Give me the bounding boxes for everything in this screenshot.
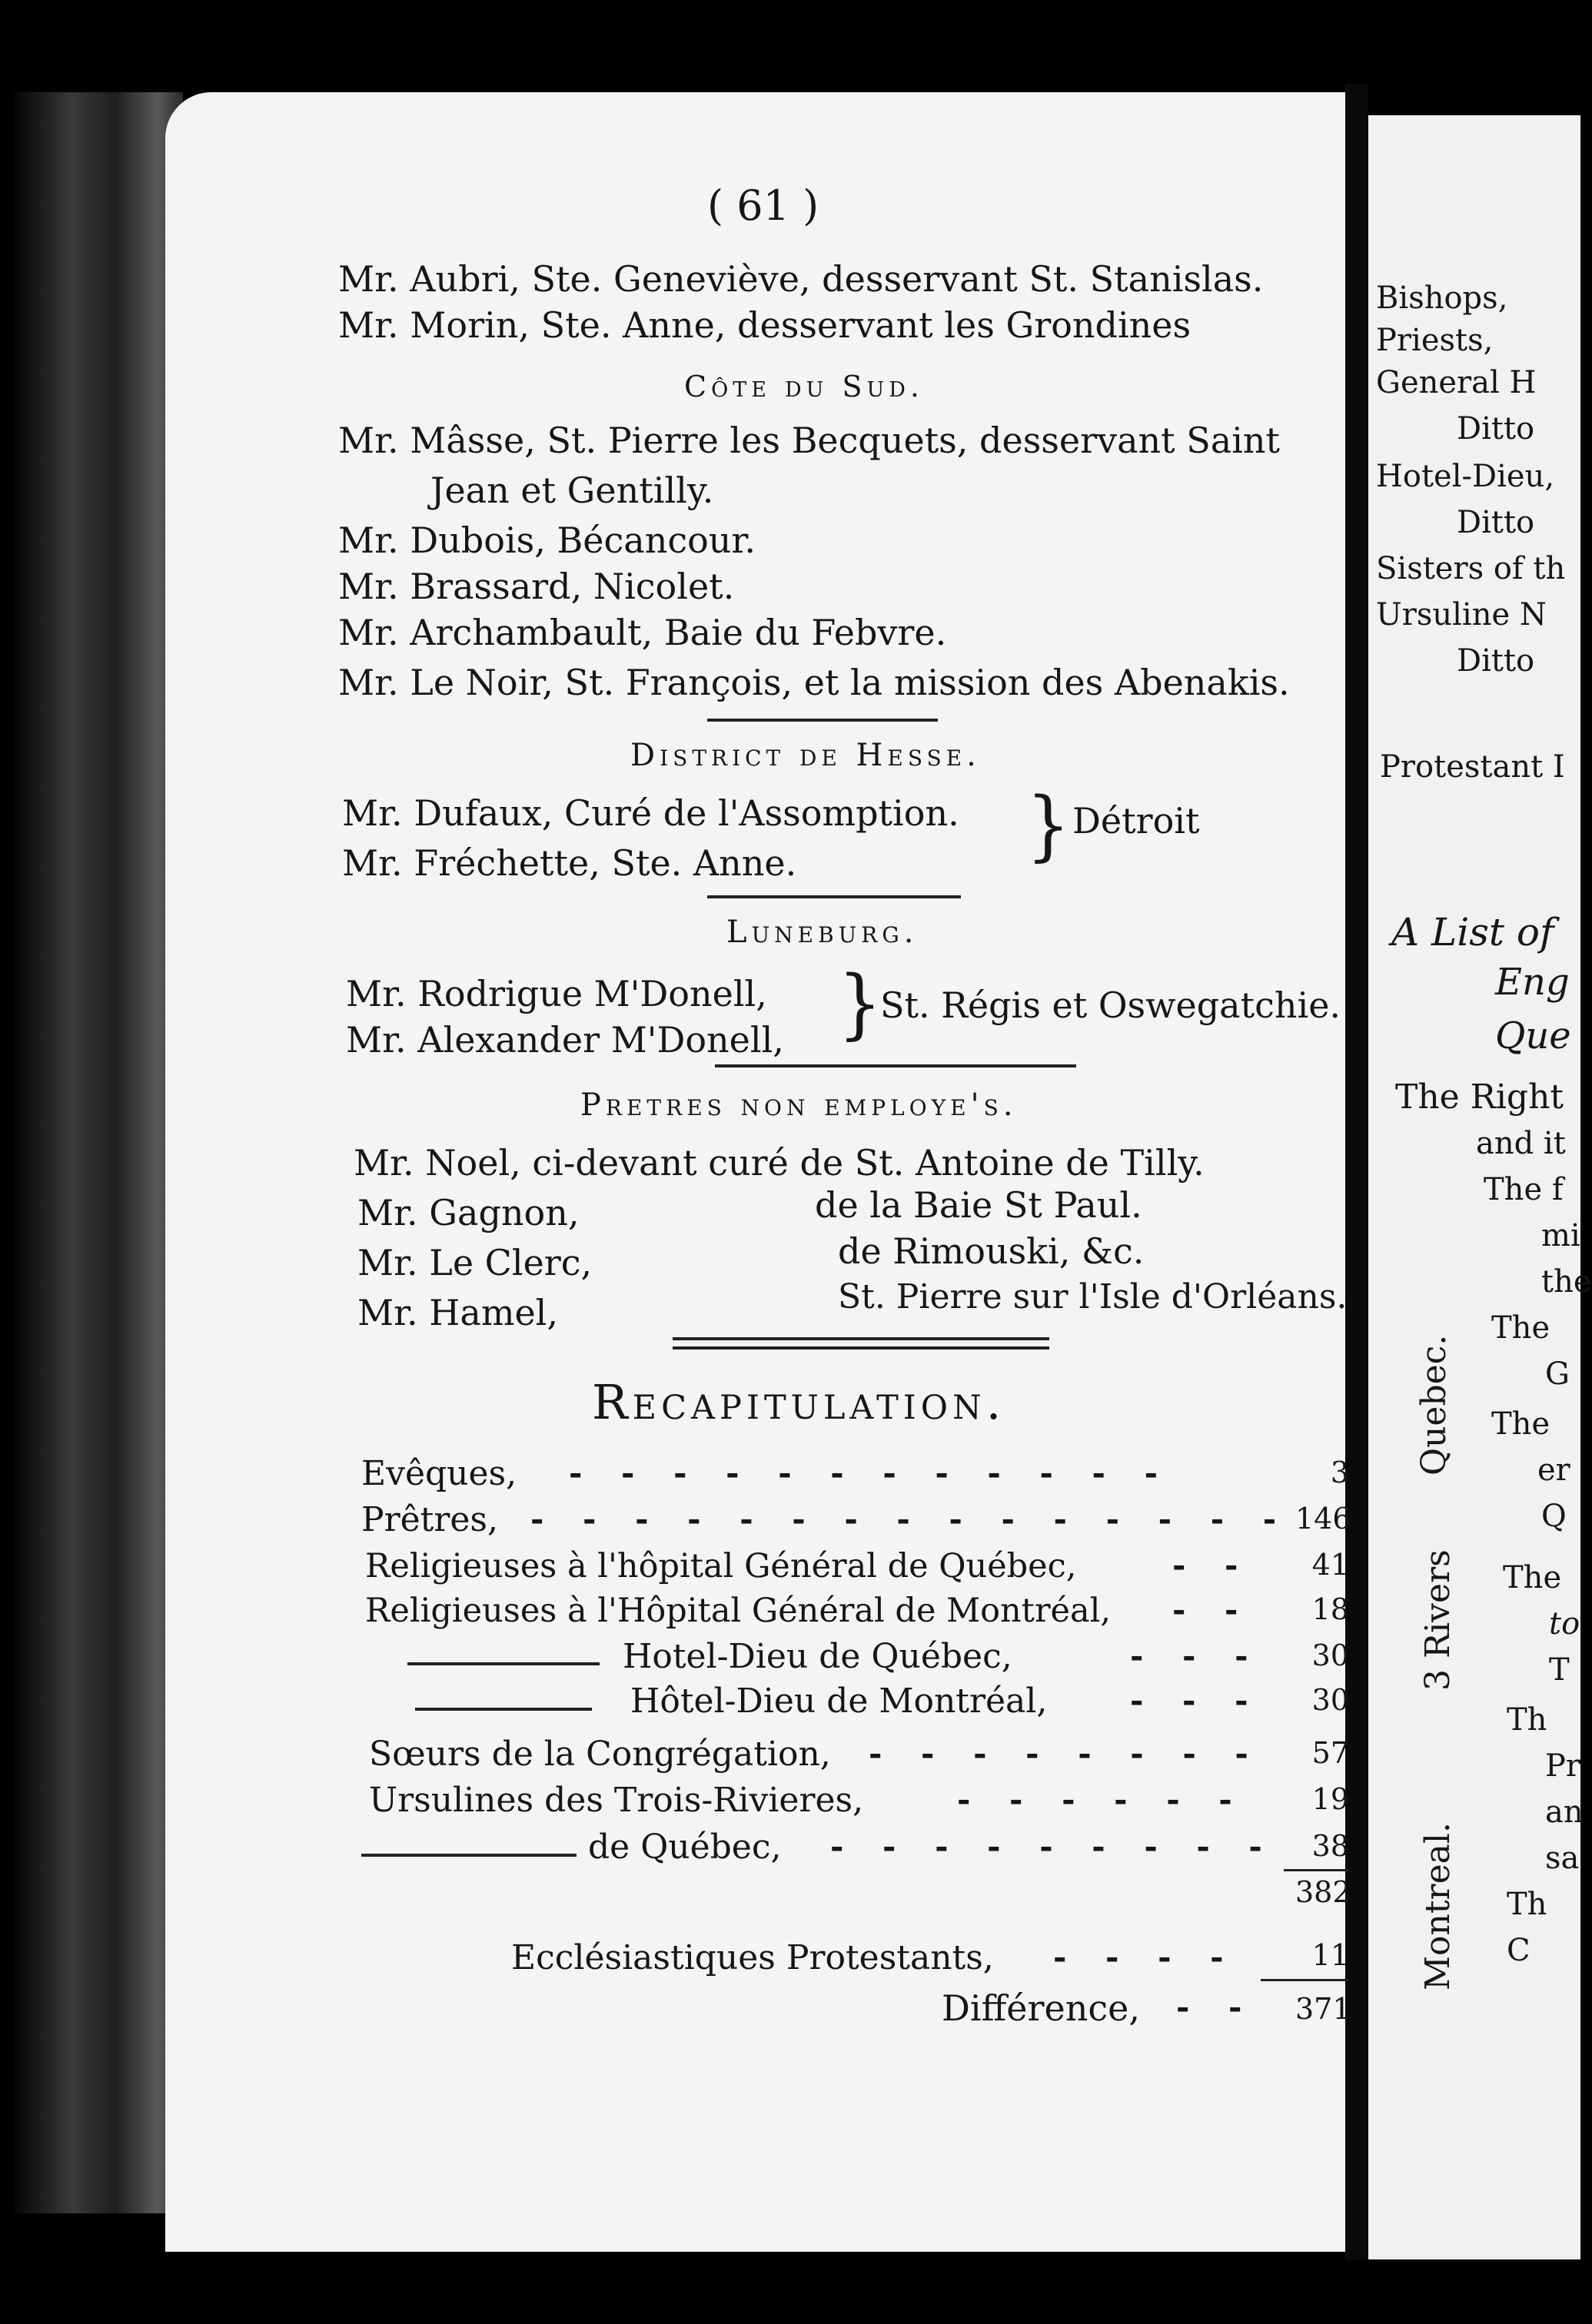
rp-line-7: Ursuline N <box>1376 597 1547 632</box>
heading-district-hesse: District de Hesse. <box>630 738 981 773</box>
rp-line-2: General H <box>1376 365 1537 400</box>
rp-m-5: C <box>1507 1933 1531 1968</box>
recap-label-5: Hôtel-Dieu de Montréal, <box>630 1682 1048 1721</box>
brace-icon: } <box>838 959 882 1049</box>
rp-line-0: Bishops, <box>1376 281 1508 316</box>
heading-luneburg: Luneburg. <box>726 915 919 950</box>
recap-value-5: 30 <box>1311 1683 1349 1717</box>
page-number: ( 61 ) <box>707 181 819 230</box>
sum-rule <box>1284 1869 1349 1871</box>
rp-line-5: Ditto <box>1457 505 1535 540</box>
rp-m-1: Pr <box>1545 1748 1581 1784</box>
recap-label-3: Religieuses à l'Hôpital Général de Montréal, <box>365 1592 1112 1630</box>
entry-le-noir: Mr. Le Noir, St. François, et la mission des Abenakis. <box>338 662 1290 703</box>
rp-line-8: Ditto <box>1457 643 1535 679</box>
recap-value-3: 18 <box>1311 1592 1349 1626</box>
rp-list-title-1: A List of <box>1391 910 1554 954</box>
difference-label: Différence, <box>942 1987 1140 2029</box>
ditto-rule <box>407 1662 600 1665</box>
place-detroit: Détroit <box>1072 800 1200 842</box>
entry-gagnon-name: Mr. Gagnon, <box>357 1192 580 1233</box>
entry-le-clerc-name: Mr. Le Clerc, <box>357 1242 593 1283</box>
rp-m-0: Th <box>1507 1702 1547 1738</box>
recap-value-4: 30 <box>1311 1638 1349 1672</box>
heading-cote-du-sud: Côte du Sud. <box>684 370 925 403</box>
rp-r-0: The <box>1503 1560 1562 1595</box>
double-rule <box>673 1346 1049 1350</box>
rp-q-7: Q <box>1541 1499 1567 1534</box>
rp-q-5: The <box>1491 1406 1550 1442</box>
recap-value-6: 57 <box>1311 1736 1349 1770</box>
divider <box>715 1064 1076 1067</box>
rp-line-4: Hotel-Dieu, <box>1376 459 1555 494</box>
rp-montreal-label: Montreal. <box>1418 1822 1457 1990</box>
dot-leader: - - - - - - - - <box>869 1735 1262 1772</box>
recap-label-6: Sœurs de la Congrégation, <box>369 1735 831 1774</box>
dot-leader: - - <box>1176 1988 1256 2026</box>
entry-gagnon-place: de la Baie St Paul. <box>815 1184 1142 1226</box>
dot-leader: - - - - - - - - - - - - - - - <box>530 1500 1291 1538</box>
entry-rodrigue: Mr. Rodrigue M'Donell, <box>346 973 767 1014</box>
ditto-rule <box>415 1708 592 1711</box>
entry-aubri: Mr. Aubri, Ste. Geneviève, desservant St. Stanislas. <box>338 258 1264 300</box>
recap-value-8: 38 <box>1311 1829 1349 1863</box>
dot-leader: - - - <box>1130 1682 1262 1719</box>
dot-leader: - - - - - - - - - <box>830 1828 1276 1865</box>
entry-masse: Mr. Mâsse, St. Pierre les Becquets, desservant Saint <box>338 420 1281 461</box>
ditto-rule <box>361 1854 577 1857</box>
recap-label-8: de Québec, <box>588 1828 782 1867</box>
rp-r-2: T <box>1549 1652 1570 1688</box>
dot-leader: - - - - - - <box>957 1781 1246 1818</box>
rp-line-3: Ditto <box>1457 411 1535 447</box>
entry-hamel-name: Mr. Hamel, <box>357 1292 558 1333</box>
rp-r-1: to <box>1549 1606 1580 1642</box>
recap-value-0: 3 <box>1330 1456 1349 1489</box>
rp-line-1: Priests, <box>1376 323 1494 358</box>
rp-rivers-label: 3 Rivers <box>1418 1549 1457 1691</box>
dot-leader: - - - - <box>1053 1938 1238 1976</box>
recap-total: 382 <box>1295 1875 1351 1909</box>
entry-alexander: Mr. Alexander M'Donell, <box>346 1019 784 1061</box>
dot-leader: - - <box>1172 1591 1252 1628</box>
recap-value-7: 19 <box>1311 1782 1349 1816</box>
rp-q-1: mi <box>1541 1218 1580 1253</box>
entry-dufaux: Mr. Dufaux, Curé de l'Assomption. <box>342 792 959 834</box>
dot-leader: - - <box>1172 1546 1252 1584</box>
rp-q-3: The <box>1491 1310 1550 1346</box>
rp-quebec-label: Quebec. <box>1414 1334 1454 1476</box>
protestants-label: Ecclésiastiques Protestants, <box>511 1938 994 1977</box>
dot-leader: - - - <box>1130 1637 1262 1675</box>
rp-list-title-2: Eng <box>1495 961 1570 1004</box>
rp-line-6: Sisters of th <box>1376 551 1566 586</box>
entry-frechette: Mr. Fréchette, Ste. Anne. <box>342 842 797 884</box>
entry-le-clerc-place: de Rimouski, &c. <box>838 1230 1145 1272</box>
place-st-regis: St. Régis et Oswegatchie. <box>880 984 1341 1026</box>
rp-list-title-3: Que <box>1495 1014 1571 1057</box>
brace-icon: } <box>1026 781 1071 871</box>
rp-m-2: an <box>1545 1794 1584 1830</box>
rp-q-0: The f <box>1484 1172 1564 1207</box>
entry-dubois: Mr. Dubois, Bécancour. <box>338 520 756 561</box>
heading-pretres-non-employes: Pretres non employe's. <box>580 1087 1018 1123</box>
rp-the-right-2: and it <box>1476 1126 1566 1161</box>
divider <box>707 895 961 898</box>
rp-the-right-1: The Right <box>1395 1077 1564 1117</box>
recap-label-1: Prêtres, <box>361 1500 498 1539</box>
entry-noel: Mr. Noel, ci-devant curé de St. Antoine de Tilly. <box>354 1142 1205 1184</box>
sum-rule <box>1261 1979 1349 1981</box>
divider <box>707 719 938 722</box>
rp-q-4: G <box>1545 1356 1570 1392</box>
difference-value: 371 <box>1295 1992 1351 2026</box>
recap-label-7: Ursulines des Trois-Rivieres, <box>369 1781 864 1820</box>
double-rule <box>673 1337 1049 1340</box>
entry-masse-cont: Jean et Gentilly. <box>430 470 714 511</box>
recap-label-0: Evêques, <box>361 1454 517 1493</box>
rp-q-2: the <box>1541 1264 1592 1300</box>
heading-recapitulation: Recapitulation. <box>592 1374 1006 1430</box>
book-spine <box>14 92 183 2213</box>
rp-q-6: er <box>1537 1452 1570 1488</box>
rp-m-3: sa <box>1545 1841 1580 1876</box>
page-gutter <box>1345 85 1368 2259</box>
entry-archambault: Mr. Archambault, Baie du Febvre. <box>338 612 947 653</box>
dot-leader: - - - - - - - - - - - - <box>569 1454 1172 1492</box>
protestants-value: 11 <box>1311 1938 1349 1972</box>
recap-value-2: 41 <box>1311 1548 1349 1582</box>
recap-label-2: Religieuses à l'hôpital Général de Québec, <box>365 1547 1077 1585</box>
entry-brassard: Mr. Brassard, Nicolet. <box>338 566 735 607</box>
entry-morin: Mr. Morin, Ste. Anne, desservant les Grondines <box>338 304 1192 346</box>
recap-value-1: 146 <box>1295 1502 1351 1536</box>
entry-hamel-place: St. Pierre sur l'Isle d'Orléans. <box>838 1277 1348 1316</box>
recap-label-4: Hotel-Dieu de Québec, <box>623 1637 1012 1676</box>
rp-m-4: Th <box>1507 1887 1547 1922</box>
rp-protestant: Protestant I <box>1380 749 1565 785</box>
